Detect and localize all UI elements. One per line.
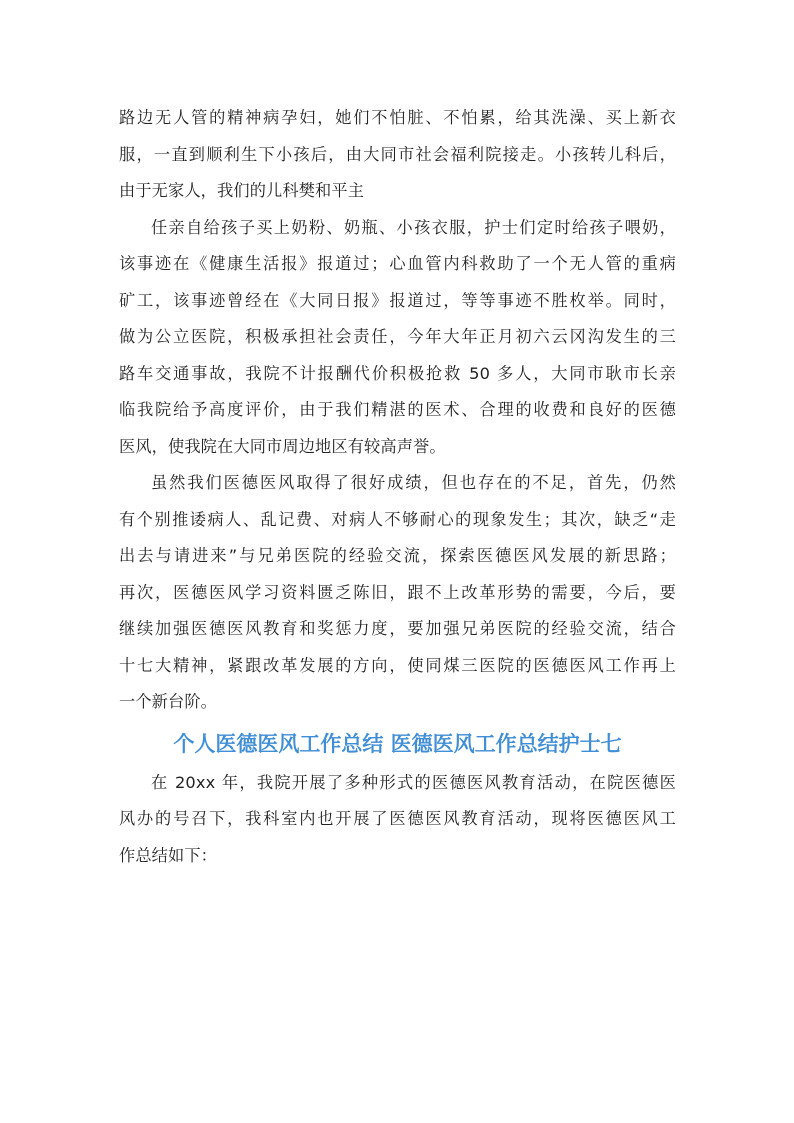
document-body — [119, 100, 676, 874]
paragraph-4 — [119, 765, 676, 875]
paragraph-line: 路车交通事故，我院不计报酬代价积极抢救 50 多人，大同市耿市长亲 — [119, 363, 676, 383]
paragraph-1 — [119, 100, 676, 210]
paragraph-line: 医风，使我院在大同市周边地区有较高声誉。 — [119, 436, 446, 456]
paragraph-line: 十七大精神，紧跟改革发展的方向，使同煤三医院的医德医风工作再上 — [119, 655, 676, 675]
paragraph-line: 一个新台阶。 — [119, 692, 218, 711]
paragraph-line: 服，一直到顺利生下小孩后，由大同市社会福利院接走。小孩转儿科后， — [119, 144, 676, 164]
paragraph-line: 做为公立医院，积极承担社会责任，今年大年正月初六云冈沟发生的三 — [119, 327, 676, 346]
paragraph-line: 该事迹在《健康生活报》报道过；心血管内科救助了一个无人管的重病 — [119, 254, 676, 273]
paragraph-line: 有个别推诿病人、乱记费、对病人不够耐心的现象发生；其次，缺乏“走 — [119, 509, 676, 529]
paragraph-line: 继续加强医德医风教育和奖惩力度，要加强兄弟医院的经验交流，结合 — [119, 619, 676, 638]
paragraph-2 — [119, 210, 676, 466]
paragraph-line: 临我院给予高度评价，由于我们精湛的医术、合理的收费和良好的医德 — [119, 400, 676, 419]
paragraph-line: 矿工，该事迹曾经在《大同日报》报道过，等等事迹不胜枚举。同时， — [119, 290, 676, 310]
paragraph-line: 虽然我们医德医风取得了很好成绩，但也存在的不足，首先，仍然 — [151, 473, 676, 492]
paragraph-line: 路边无人管的精神病孕妇，她们不怕脏、不怕累，给其洗澡、买上新衣 — [119, 108, 676, 127]
paragraph-line: 出去与请进来”与兄弟医院的经验交流，探索医德医风发展的新思路； — [119, 546, 676, 565]
paragraph-3 — [119, 465, 676, 721]
paragraph-line: 在 20xx 年，我院开展了多种形式的医德医风教育活动，在院医德医 — [151, 772, 676, 792]
paragraph-line: 风办的号召下，我科室内也开展了医德医风教育活动，现将医德医风工 — [119, 809, 676, 828]
paragraph-line: 再次，医德医风学习资料匮乏陈旧，跟不上改革形势的需要，今后，要 — [119, 582, 676, 602]
paragraph-line: 作总结如下： — [119, 845, 218, 865]
paragraph-line: 任亲自给孩子买上奶粉、奶瓶、小孩衣服，护士们定时给孩子喂奶， — [151, 217, 676, 237]
section-heading: 个人医德医风工作总结 医德医风工作总结护士七 — [173, 731, 622, 756]
paragraph-line: 由于无家人，我们的儿科樊和平主 — [119, 181, 365, 200]
